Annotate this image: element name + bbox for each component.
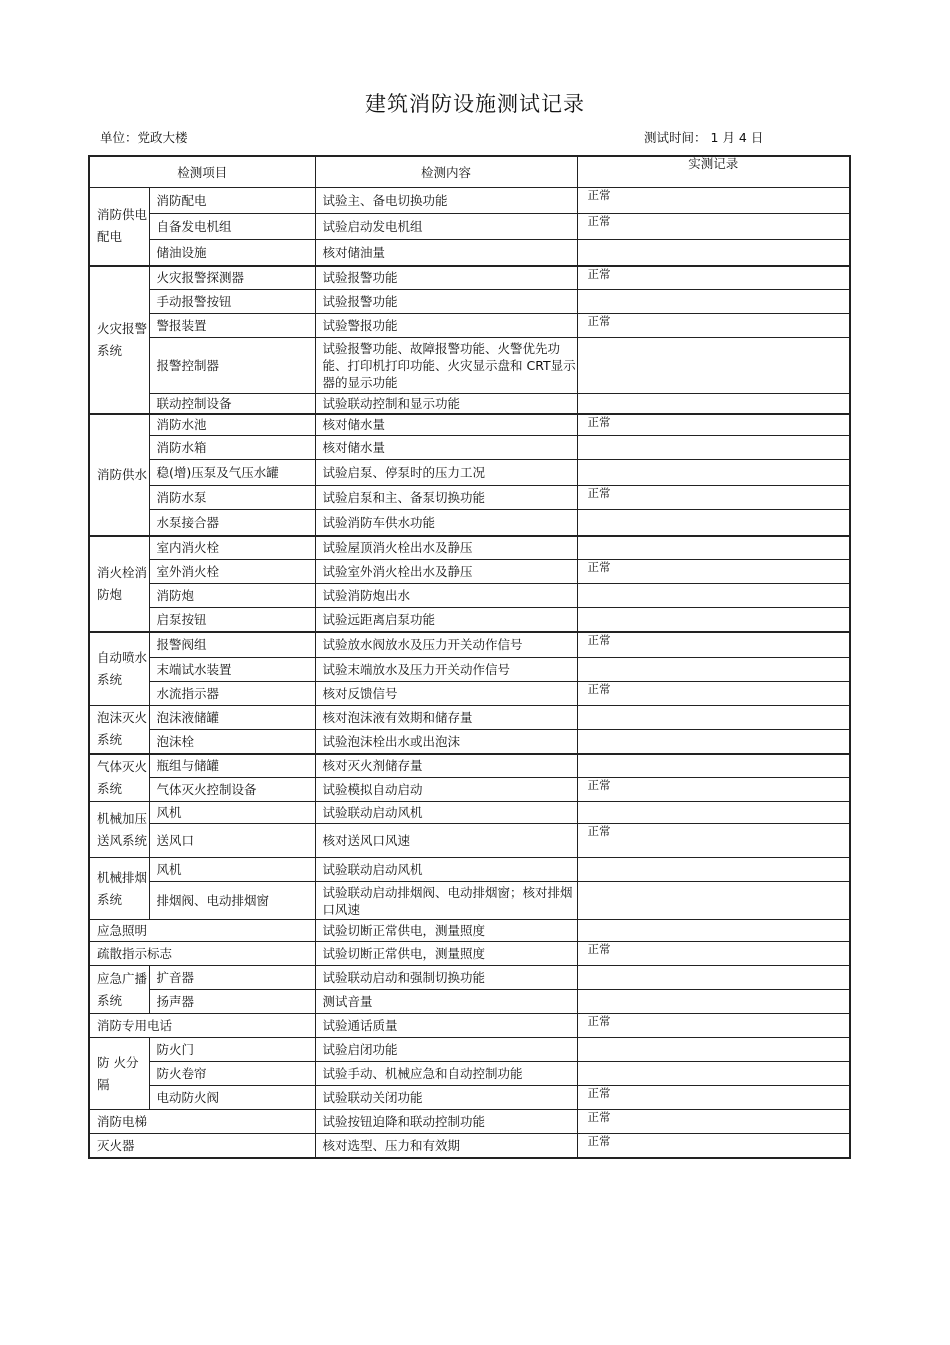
item-cell: 应急照明 [89, 920, 315, 942]
item-cell: 气体灭火控制设备 [149, 778, 315, 802]
item-cell: 警报装置 [149, 314, 315, 338]
table-row [89, 802, 850, 824]
table-row [89, 240, 850, 266]
record-cell [577, 536, 850, 560]
table-row [89, 536, 850, 560]
table-row [89, 882, 850, 920]
content-cell: 试验报警功能 [315, 266, 577, 290]
group-label: 气体灭火系统 [89, 754, 149, 802]
record-cell [577, 240, 850, 266]
record-cell [577, 730, 850, 754]
record-cell: 正常 [577, 824, 850, 858]
table-row [89, 682, 850, 706]
record-cell [577, 1038, 850, 1062]
table-row [89, 436, 850, 460]
table-row [89, 942, 850, 966]
table-row [89, 1110, 850, 1134]
content-cell: 试验警报功能 [315, 314, 577, 338]
content-cell: 试验联动控制和显示功能 [315, 394, 577, 414]
item-cell: 消防水池 [149, 414, 315, 436]
content-cell: 试验联动启动风机 [315, 802, 577, 824]
record-cell [577, 990, 850, 1014]
item-cell: 疏散指示标志 [89, 942, 315, 966]
item-cell: 水泵接合器 [149, 510, 315, 536]
item-cell: 防火卷帘 [149, 1062, 315, 1086]
table-row [89, 1134, 850, 1158]
record-cell [577, 754, 850, 778]
group-label: 自动喷水系统 [89, 632, 149, 706]
content-cell: 核对反馈信号 [315, 682, 577, 706]
group-label: 防 火分隔 [89, 1038, 149, 1110]
item-cell: 消防配电 [149, 188, 315, 214]
item-cell: 消防电梯 [89, 1110, 315, 1134]
record-cell [577, 802, 850, 824]
content-cell: 试验末端放水及压力开关动作信号 [315, 658, 577, 682]
content-cell: 试验按钮迫降和联动控制功能 [315, 1110, 577, 1134]
content-cell: 试验联动启动和强制切换功能 [315, 966, 577, 990]
content-cell: 核对储水量 [315, 414, 577, 436]
item-cell: 消防专用电话 [89, 1014, 315, 1038]
table-row [89, 1086, 850, 1110]
item-cell: 风机 [149, 802, 315, 824]
content-cell: 试验主、备电切换功能 [315, 188, 577, 214]
record-cell [577, 658, 850, 682]
table-row [89, 338, 850, 394]
group-label: 消火栓消防炮 [89, 536, 149, 632]
record-cell: 正常 [577, 266, 850, 290]
item-cell: 瓶组与储罐 [149, 754, 315, 778]
content-cell: 试验消防车供水功能 [315, 510, 577, 536]
table-row [89, 778, 850, 802]
record-cell [577, 290, 850, 314]
table-row [89, 486, 850, 510]
group-label: 消防供电配电 [89, 188, 149, 266]
content-cell: 试验联动启动排烟阀、电动排烟窗；核对排烟口风速 [315, 882, 577, 920]
content-cell: 试验切断正常供电，测量照度 [315, 942, 577, 966]
group-label: 火灾报警系统 [89, 266, 149, 414]
item-cell: 消防炮 [149, 584, 315, 608]
item-cell: 扬声器 [149, 990, 315, 1014]
record-cell [577, 460, 850, 486]
test-record-table [88, 155, 851, 1159]
content-cell: 核对储水量 [315, 436, 577, 460]
table-row [89, 824, 850, 858]
record-cell: 正常 [577, 414, 850, 436]
item-cell: 消防水箱 [149, 436, 315, 460]
item-cell: 室内消火栓 [149, 536, 315, 560]
item-cell: 防火门 [149, 1038, 315, 1062]
content-cell: 核对储油量 [315, 240, 577, 266]
item-cell: 末端试水装置 [149, 658, 315, 682]
content-cell: 试验手动、机械应急和自动控制功能 [315, 1062, 577, 1086]
page-title: 建筑消防设施测试记录 [365, 92, 585, 116]
content-cell: 试验报警功能 [315, 290, 577, 314]
content-cell: 试验切断正常供电，测量照度 [315, 920, 577, 942]
record-cell: 正常 [577, 1134, 850, 1158]
item-cell: 火灾报警探测器 [149, 266, 315, 290]
content-cell: 测试音量 [315, 990, 577, 1014]
content-cell: 试验放水阀放水及压力开关动作信号 [315, 632, 577, 658]
table-row [89, 1014, 850, 1038]
table-row [89, 920, 850, 942]
group-label: 机械加压送风系统 [89, 802, 149, 858]
record-cell [577, 436, 850, 460]
record-cell [577, 510, 850, 536]
item-cell: 扩音器 [149, 966, 315, 990]
record-cell: 正常 [577, 486, 850, 510]
header-record: 实测记录 [577, 156, 850, 188]
group-label: 泡沫灭火系统 [89, 706, 149, 754]
table-row [89, 460, 850, 486]
group-label: 机械排烟系统 [89, 858, 149, 920]
test-date [640, 128, 763, 146]
content-cell: 试验远距离启泵功能 [315, 608, 577, 632]
item-cell: 报警阀组 [149, 632, 315, 658]
record-cell: 正常 [577, 682, 850, 706]
table-row [89, 632, 850, 658]
table-body [89, 188, 850, 1158]
record-cell [577, 920, 850, 942]
group-label: 应急广播系统 [89, 966, 149, 1014]
table-row [89, 290, 850, 314]
table-row [89, 730, 850, 754]
date-label: 测试时间： [644, 130, 707, 145]
content-cell: 试验联动启动风机 [315, 858, 577, 882]
content-cell: 试验室外消火栓出水及静压 [315, 560, 577, 584]
record-cell: 正常 [577, 1014, 850, 1038]
content-cell: 试验启泵、停泵时的压力工况 [315, 460, 577, 486]
item-cell: 自备发电机组 [149, 214, 315, 240]
item-cell: 泡沫栓 [149, 730, 315, 754]
table-row [89, 188, 850, 214]
record-cell [577, 338, 850, 394]
table-row [89, 560, 850, 584]
item-cell: 水流指示器 [149, 682, 315, 706]
item-cell: 室外消火栓 [149, 560, 315, 584]
record-cell [577, 608, 850, 632]
content-cell: 核对灭火剂储存量 [315, 754, 577, 778]
record-cell: 正常 [577, 214, 850, 240]
record-cell [577, 858, 850, 882]
item-cell: 消防水泵 [149, 486, 315, 510]
item-cell: 送风口 [149, 824, 315, 858]
content-cell: 试验联动关闭功能 [315, 1086, 577, 1110]
record-cell: 正常 [577, 1110, 850, 1134]
item-cell: 灭火器 [89, 1134, 315, 1158]
content-cell: 试验启泵和主、备泵切换功能 [315, 486, 577, 510]
table-row [89, 414, 850, 436]
item-cell: 储油设施 [149, 240, 315, 266]
record-cell: 正常 [577, 1086, 850, 1110]
item-cell: 风机 [149, 858, 315, 882]
table-row [89, 608, 850, 632]
record-cell [577, 882, 850, 920]
unit-label: 单位：党政大楼 [100, 130, 188, 145]
header-item: 检测项目 [89, 156, 315, 188]
record-cell [577, 966, 850, 990]
item-cell: 联动控制设备 [149, 394, 315, 414]
record-cell [577, 584, 850, 608]
content-cell: 试验启动发电机组 [315, 214, 577, 240]
content-cell: 试验模拟自动启动 [315, 778, 577, 802]
record-cell: 正常 [577, 188, 850, 214]
content-cell: 核对泡沫液有效期和储存量 [315, 706, 577, 730]
table-row [89, 214, 850, 240]
table-row [89, 706, 850, 730]
content-cell: 试验屋顶消火栓出水及静压 [315, 536, 577, 560]
record-cell: 正常 [577, 778, 850, 802]
record-cell: 正常 [577, 560, 850, 584]
record-cell: 正常 [577, 632, 850, 658]
table-row [89, 1038, 850, 1062]
date-value: 1 月 4 日 [710, 130, 764, 145]
table-row [89, 754, 850, 778]
content-cell: 试验报警功能、故障报警功能、火警优先功能、打印机打印功能、火灾显示盘和 CRT显示器的显示功能 [315, 338, 577, 394]
content-cell: 试验通话质量 [315, 1014, 577, 1038]
content-cell: 核对送风口风速 [315, 824, 577, 858]
record-cell [577, 394, 850, 414]
table-row [89, 990, 850, 1014]
table-header-row [89, 156, 850, 188]
item-cell: 手动报警按钮 [149, 290, 315, 314]
content-cell: 试验消防炮出水 [315, 584, 577, 608]
group-label: 消防供水 [89, 414, 149, 536]
table-row [89, 584, 850, 608]
record-cell: 正常 [577, 942, 850, 966]
table-row [89, 658, 850, 682]
header-content: 检测内容 [315, 156, 577, 188]
item-cell: 排烟阀、电动排烟窗 [149, 882, 315, 920]
table-row [89, 1062, 850, 1086]
item-cell: 电动防火阀 [149, 1086, 315, 1110]
item-cell: 报警控制器 [149, 338, 315, 394]
table-row [89, 858, 850, 882]
table-row [89, 314, 850, 338]
content-cell: 试验泡沫栓出水或出泡沫 [315, 730, 577, 754]
table-row [89, 266, 850, 290]
record-cell [577, 706, 850, 730]
record-cell [577, 1062, 850, 1086]
record-cell: 正常 [577, 314, 850, 338]
table-row [89, 394, 850, 414]
item-cell: 启泵按钮 [149, 608, 315, 632]
content-cell: 试验启闭功能 [315, 1038, 577, 1062]
table-row [89, 510, 850, 536]
item-cell: 稳(增)压泵及气压水罐 [149, 460, 315, 486]
content-cell: 核对选型、压力和有效期 [315, 1134, 577, 1158]
table-row [89, 966, 850, 990]
item-cell: 泡沫液储罐 [149, 706, 315, 730]
